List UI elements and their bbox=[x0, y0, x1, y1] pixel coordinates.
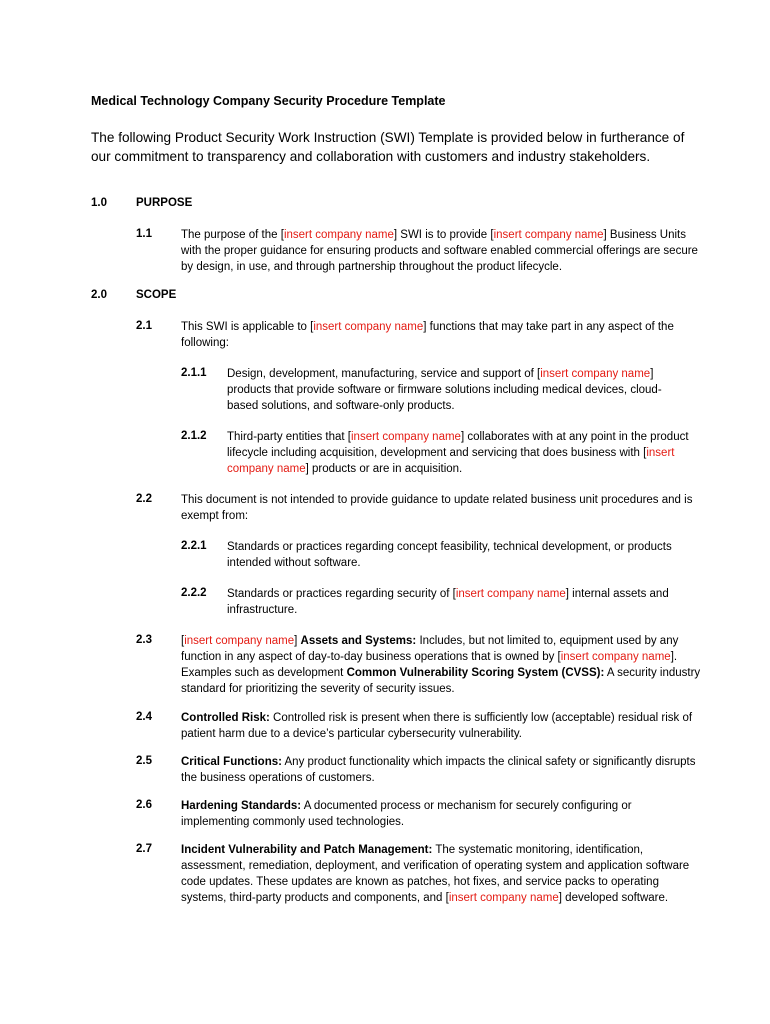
company-placeholder: insert company name bbox=[455, 588, 566, 600]
subitem-number: 2.1.2 bbox=[181, 430, 207, 442]
company-placeholder: insert company name bbox=[313, 321, 424, 333]
scope-subparagraph: Design, development, manufacturing, service and support of [insert company name] products that provide software or firmware solutions including medical devices, cloud-based solutions, and software-only products. bbox=[227, 368, 662, 412]
item-number: 2.5 bbox=[136, 755, 152, 767]
company-placeholder: insert company name bbox=[560, 651, 671, 663]
item-number: 2.7 bbox=[136, 843, 152, 855]
definition-paragraph: Incident Vulnerability and Patch Management: The systematic monitoring, identification, assessment, remediation, deployment, and verification of operating system and application software code updates. These updates are known as patches, hot fixes, and service packs to operating systems, third-party products and components, and [insert company name] developed software. bbox=[181, 844, 690, 904]
definition-paragraph: Controlled Risk: Controlled risk is present when there is sufficiently low (acceptable) residual risk of patient harm due to a device’s particular cybersecurity vulnerability. bbox=[181, 712, 693, 740]
company-placeholder: insert company name bbox=[184, 635, 295, 647]
company-placeholder: insert company name bbox=[351, 431, 461, 443]
definition-paragraph: [insert company name] Assets and Systems: Includes, but not limited to, equipment used by any function in any aspect of day-to-day business operations that is owned by [insert company name]. Examples such as development Common Vulnerability Scoring System (CVSS): A security industry standard for prioritizing the severity of security issues. bbox=[181, 635, 701, 695]
subitem-number: 2.2.1 bbox=[181, 540, 207, 552]
company-placeholder: insert company name bbox=[493, 229, 604, 241]
doc-intro: The following Product Security Work Instruction (SWI) Template is provided below in furtherance of our commitment to transparency and collaboration with customers and industry stakeholders. bbox=[91, 130, 685, 164]
section-number: 2.0 bbox=[91, 289, 107, 301]
subitem-number: 2.2.2 bbox=[181, 587, 207, 599]
exemption-subparagraph: Standards or practices regarding security of [insert company name] internal assets and infrastructure. bbox=[227, 588, 669, 616]
exemption-subparagraph: Standards or practices regarding concept feasibility, technical development, or products intended without software. bbox=[227, 541, 672, 569]
item-number: 2.1 bbox=[136, 320, 152, 332]
section-heading: PURPOSE bbox=[136, 197, 193, 209]
purpose-paragraph: The purpose of the [insert company name] SWI is to provide [insert company name] Business Units with the proper guidance for ensuring products and software enabled commercial offerings are secure by design, in use, and through partnership throughout the product lifecycle. bbox=[181, 229, 698, 273]
item-number: 2.2 bbox=[136, 493, 152, 505]
company-placeholder: insert company name bbox=[227, 447, 675, 475]
company-placeholder: insert company name bbox=[540, 368, 651, 380]
scope-paragraph: This SWI is applicable to [insert company name] functions that may take part in any aspect of the following: bbox=[181, 321, 674, 349]
exemption-paragraph: This document is not intended to provide guidance to update related business unit procedures and is exempt from: bbox=[181, 494, 693, 522]
company-placeholder: insert company name bbox=[448, 892, 559, 904]
definition-paragraph: Critical Functions: Any product functionality which impacts the clinical safety or significantly disrupts the business operations of customers. bbox=[181, 756, 696, 784]
section-heading: SCOPE bbox=[136, 289, 177, 301]
definition-paragraph: Hardening Standards: A documented process or mechanism for securely configuring or implementing commonly used technologies. bbox=[181, 800, 632, 828]
item-number: 2.3 bbox=[136, 634, 152, 646]
doc-title: Medical Technology Company Security Procedure Template bbox=[91, 94, 446, 108]
item-number: 2.6 bbox=[136, 799, 152, 811]
company-placeholder: insert company name bbox=[283, 229, 394, 241]
item-number: 2.4 bbox=[136, 711, 152, 723]
subitem-number: 2.1.1 bbox=[181, 367, 207, 379]
section-number: 1.0 bbox=[91, 197, 107, 209]
item-number: 1.1 bbox=[136, 228, 152, 240]
scope-subparagraph: Third-party entities that [insert company name] collaborates with at any point in the product lifecycle including acquisition, development and servicing that does business with [insert company name] products or are in acquisition. bbox=[227, 431, 689, 475]
